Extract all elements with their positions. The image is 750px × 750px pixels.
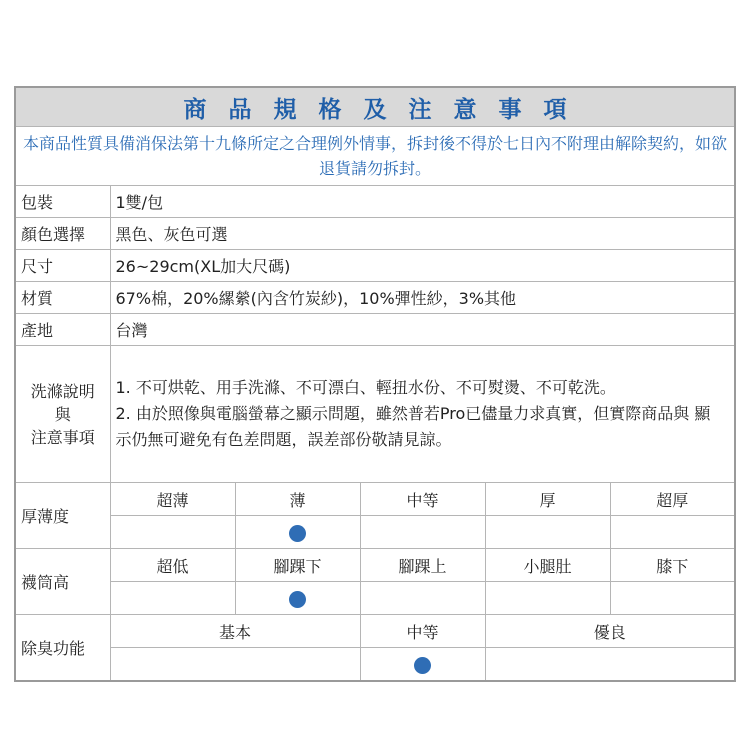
spec-value: 台灣 (110, 314, 735, 346)
selected-dot-icon (289, 525, 306, 542)
selected-dot-icon (289, 591, 306, 608)
thickness-cell (110, 516, 235, 549)
spec-value: 26~29cm(XL加大尺碼) (110, 250, 735, 282)
wash-item: 1. 不可烘乾、用手洗滌、不可漂白、輕扭水份、不可熨燙、不可乾洗。 (115, 378, 616, 397)
deodor-label: 除臭功能 (15, 615, 110, 682)
thickness-option: 超薄 (110, 483, 235, 516)
spec-value: 黑色、灰色可選 (110, 218, 735, 250)
thickness-header-row (15, 483, 735, 516)
height-cell (110, 582, 235, 615)
wash-label (15, 346, 110, 483)
deodor-cell (110, 648, 360, 682)
return-notice: 本商品性質具備消保法第十九條所定之合理例外情事，拆封後不得於七日內不附理由解除契約，如欲退貨請勿拆封。 (15, 127, 735, 186)
spec-label: 產地 (15, 314, 110, 346)
spec-label: 包裝 (15, 186, 110, 218)
spec-row-origin (15, 314, 735, 346)
height-header-row (15, 549, 735, 582)
deodor-header-row (15, 615, 735, 648)
height-cell (360, 582, 485, 615)
page-title: 商品規格及注意事項 (15, 87, 735, 127)
wash-label-line: 洗滌說明 (30, 381, 95, 401)
spec-label: 材質 (15, 282, 110, 314)
spec-label: 顏色選擇 (15, 218, 110, 250)
height-cell (235, 582, 360, 615)
height-option: 小腿肚 (485, 549, 610, 582)
height-label: 襪筒高 (15, 549, 110, 615)
height-option: 腳踝下 (235, 549, 360, 582)
spec-row-color (15, 218, 735, 250)
deodor-option: 優良 (485, 615, 735, 648)
height-dot-row (15, 582, 735, 615)
selected-dot-icon (414, 657, 431, 674)
wash-label-line: 注意事項 (30, 427, 95, 447)
spec-row-packaging (15, 186, 735, 218)
thickness-option: 薄 (235, 483, 360, 516)
wash-row (15, 346, 735, 483)
thickness-cell (610, 516, 735, 549)
deodor-option: 中等 (360, 615, 485, 648)
title-row (15, 87, 735, 127)
wash-item: 2. 由於照像與電腦螢幕之顯示問題，雖然普若Pro已儘量力求真實，但實際商品與 顯示仍無可避免有色差問題，誤差部份敬請見諒。 (115, 404, 711, 449)
spec-value: 67%棉，20%縲縈(內含竹炭紗)，10%彈性紗，3%其他 (110, 282, 735, 314)
wash-label-line: 與 (54, 404, 71, 424)
spec-table (14, 86, 736, 682)
deodor-cell (360, 648, 485, 682)
thickness-dot-row (15, 516, 735, 549)
thickness-option: 超厚 (610, 483, 735, 516)
spec-value: 1雙/包 (110, 186, 735, 218)
deodor-cell (485, 648, 735, 682)
deodor-option: 基本 (110, 615, 360, 648)
height-option: 膝下 (610, 549, 735, 582)
height-option: 超低 (110, 549, 235, 582)
height-option: 腳踝上 (360, 549, 485, 582)
thickness-cell (485, 516, 610, 549)
spec-label: 尺寸 (15, 250, 110, 282)
thickness-cell (360, 516, 485, 549)
height-cell (610, 582, 735, 615)
notice-row (15, 127, 735, 186)
thickness-option: 厚 (485, 483, 610, 516)
spec-row-size (15, 250, 735, 282)
wash-instructions (110, 346, 735, 483)
thickness-option: 中等 (360, 483, 485, 516)
spec-row-material (15, 282, 735, 314)
thickness-label: 厚薄度 (15, 483, 110, 549)
thickness-cell (235, 516, 360, 549)
deodor-dot-row (15, 648, 735, 682)
height-cell (485, 582, 610, 615)
